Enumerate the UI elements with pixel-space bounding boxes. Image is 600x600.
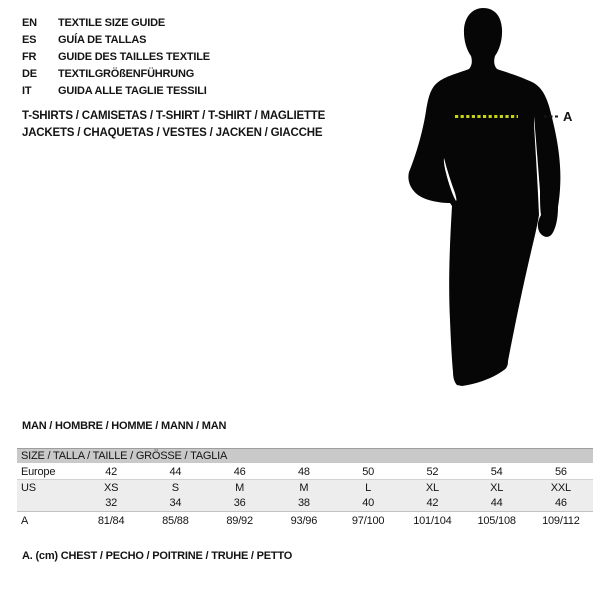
us-numeric-size-cell: 40 — [362, 497, 375, 509]
us-size-cell: M — [299, 481, 309, 494]
lang-row-fr — [22, 49, 210, 66]
table-row-us-numeric — [17, 495, 593, 511]
row-label-us: US — [21, 481, 36, 494]
us-size-cell: S — [171, 481, 179, 494]
category-block — [22, 108, 325, 142]
footnote-chest-legend: A. (cm) CHEST / PECHO / POITRINE / TRUHE / PETTO — [22, 550, 293, 562]
lang-code-en: EN — [22, 17, 37, 29]
table-row-chest-a — [17, 511, 593, 529]
lang-text-fr: GUIDE DES TAILLES TEXTILE — [58, 51, 210, 63]
us-numeric-size-cell: 36 — [233, 497, 246, 509]
europe-size-cell: 48 — [297, 465, 310, 478]
language-title-block — [22, 15, 210, 100]
table-row-us — [17, 479, 593, 495]
europe-size-cell: 54 — [490, 465, 503, 478]
chest-measure-cell: 89/92 — [226, 514, 253, 527]
europe-size-cell: 44 — [169, 465, 182, 478]
chest-measure-cell: 81/84 — [97, 514, 125, 527]
measure-label-a: A — [563, 109, 573, 124]
row-label-a: A — [21, 514, 29, 527]
europe-size-cell: 46 — [233, 465, 246, 478]
us-numeric-size-cell: 44 — [490, 497, 503, 509]
man-silhouette-svg — [400, 0, 600, 400]
table-row-europe — [17, 464, 593, 479]
row-label-europe: Europe — [21, 465, 56, 478]
man-silhouette-path — [408, 8, 560, 386]
us-size-cell: M — [235, 481, 245, 494]
us-size-cell: XXL — [550, 481, 571, 494]
lang-text-es: GUÍA DE TALLAS — [58, 34, 147, 46]
us-size-cell: XL — [425, 481, 439, 494]
us-numeric-size-cell: 46 — [554, 497, 567, 509]
us-size-cell: L — [365, 481, 372, 494]
europe-size-cell: 50 — [362, 465, 375, 478]
man-silhouette-figure — [400, 0, 600, 400]
size-table-header: SIZE / TALLA / TAILLE / GRÖSSE / TAGLIA — [17, 448, 593, 463]
chest-measure-cell: 93/96 — [290, 514, 318, 527]
lang-row-de — [22, 66, 210, 83]
us-numeric-size-cell: 34 — [169, 497, 182, 509]
europe-size-cell: 56 — [554, 465, 567, 478]
lang-text-de: TEXTILGRÖßENFÜHRUNG — [58, 68, 195, 80]
lang-code-it: IT — [22, 85, 32, 97]
europe-size-cell: 42 — [105, 465, 118, 478]
us-numeric-size-cell: 38 — [297, 497, 310, 509]
us-size-cell: XS — [103, 481, 119, 494]
section-heading-man: MAN / HOMBRE / HOMME / MANN / MAN — [22, 420, 227, 432]
lang-text-it: GUIDA ALLE TAGLIE TESSILI — [58, 85, 207, 97]
lang-code-fr: FR — [22, 51, 37, 63]
us-numeric-size-cell: 42 — [426, 497, 439, 509]
chest-measure-cell: 85/88 — [162, 514, 189, 527]
chest-measure-cell: 97/100 — [351, 514, 385, 527]
size-table — [17, 448, 593, 529]
lang-code-es: ES — [22, 34, 37, 46]
chest-measure-cell: 101/104 — [413, 514, 452, 527]
lang-text-en: TEXTILE SIZE GUIDE — [58, 17, 166, 29]
lang-row-it — [22, 83, 210, 100]
lang-row-es — [22, 32, 210, 49]
lang-code-de: DE — [22, 68, 37, 80]
us-numeric-size-cell: 32 — [105, 497, 118, 509]
us-size-cell: XL — [490, 481, 504, 494]
chest-measure-cell: 105/108 — [477, 514, 516, 527]
category-line-tshirts: T-SHIRTS / CAMISETAS / T-SHIRT / T-SHIRT / MAGLIETTE — [22, 110, 326, 122]
lang-row-en — [22, 15, 210, 32]
europe-size-cell: 52 — [426, 465, 439, 478]
category-line-jackets: JACKETS / CHAQUETAS / VESTES / JACKEN / GIACCHE — [22, 127, 323, 139]
chest-measure-cell: 109/112 — [542, 514, 580, 527]
